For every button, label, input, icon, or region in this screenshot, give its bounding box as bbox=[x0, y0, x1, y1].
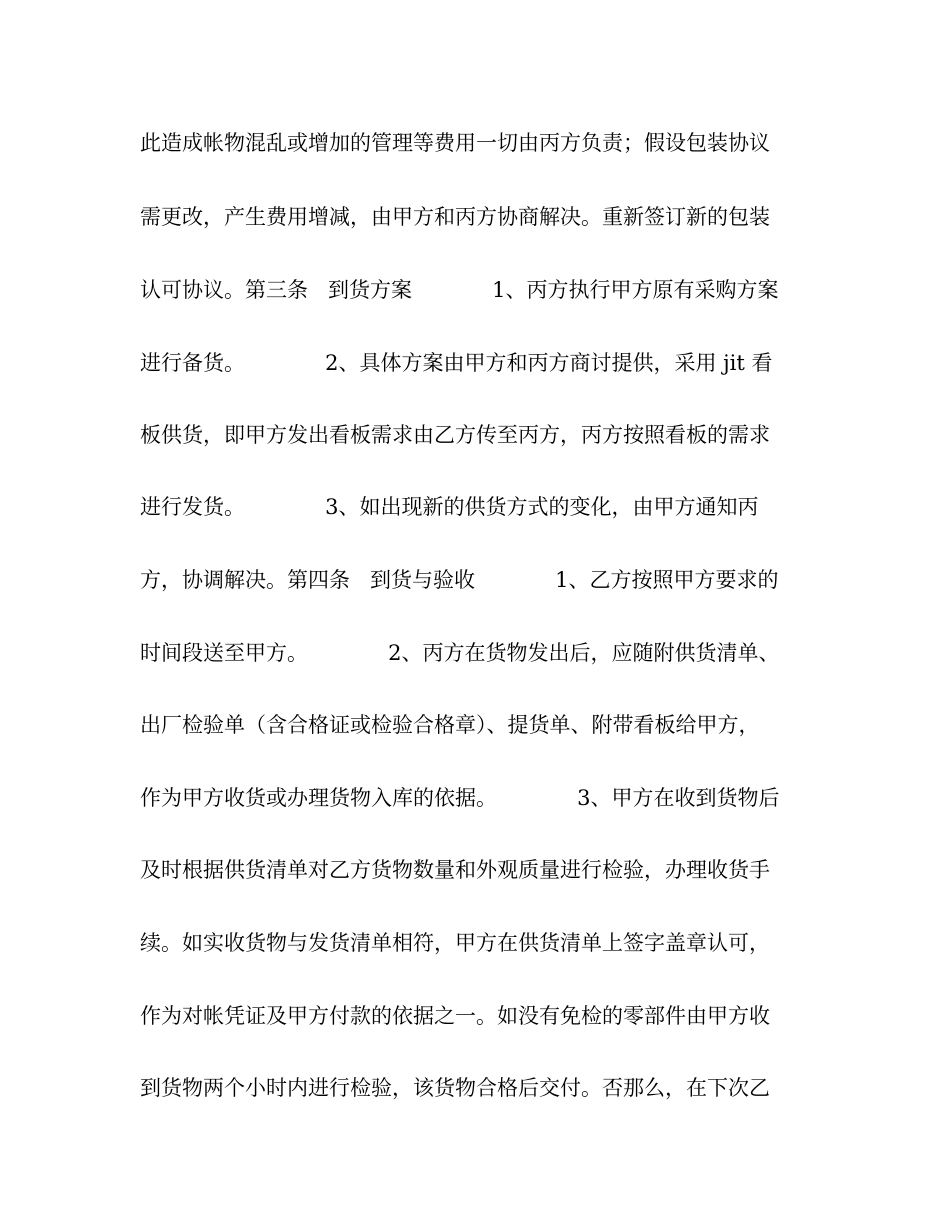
body-text-line: 板供货，即甲方发出看板需求由乙方传至丙方，丙方按照看板的需求 bbox=[140, 423, 770, 447]
body-text-line: 续。如实收货物与发货清单相符，甲方在供货清单上签字盖章认可， bbox=[140, 931, 770, 955]
body-text-line: 认可协议。第三条 到货方案 1、丙方执行甲方原有采购方案 bbox=[140, 278, 779, 302]
body-text-line: 出厂检验单（含合格证或检验合格章）、提货单、附带看板给甲方， bbox=[140, 713, 760, 737]
body-text-line: 作为甲方收货或办理货物入库的依据。 3、甲方在收到货物后 bbox=[140, 786, 780, 810]
body-text-line: 到货物两个小时内进行检验，该货物合格后交付。否那么，在下次乙 bbox=[140, 1076, 770, 1100]
body-text-line: 此造成帐物混乱或增加的管理等费用一切由丙方负责；假设包装协议 bbox=[140, 131, 770, 155]
body-text-line: 及时根据供货清单对乙方货物数量和外观质量进行检验，办理收货手 bbox=[140, 858, 770, 882]
body-text-line: 作为对帐凭证及甲方付款的依据之一。如没有免检的零部件由甲方收 bbox=[140, 1004, 770, 1028]
body-text-line: 进行备货。 2、具体方案由甲方和丙方商讨提供，采用 jit 看 bbox=[140, 351, 773, 375]
body-text-line: 时间段送至甲方。 2、丙方在货物发出后，应随附供货清单、 bbox=[140, 641, 780, 665]
body-text-line: 方，协调解决。第四条 到货与验收 1、乙方按照甲方要求的 bbox=[140, 568, 779, 592]
body-text-line: 需更改，产生费用增减，由甲方和丙方协商解决。重新签订新的包装 bbox=[140, 205, 770, 229]
body-text-line: 进行发货。 3、如出现新的供货方式的变化，由甲方通知丙 bbox=[140, 495, 759, 519]
